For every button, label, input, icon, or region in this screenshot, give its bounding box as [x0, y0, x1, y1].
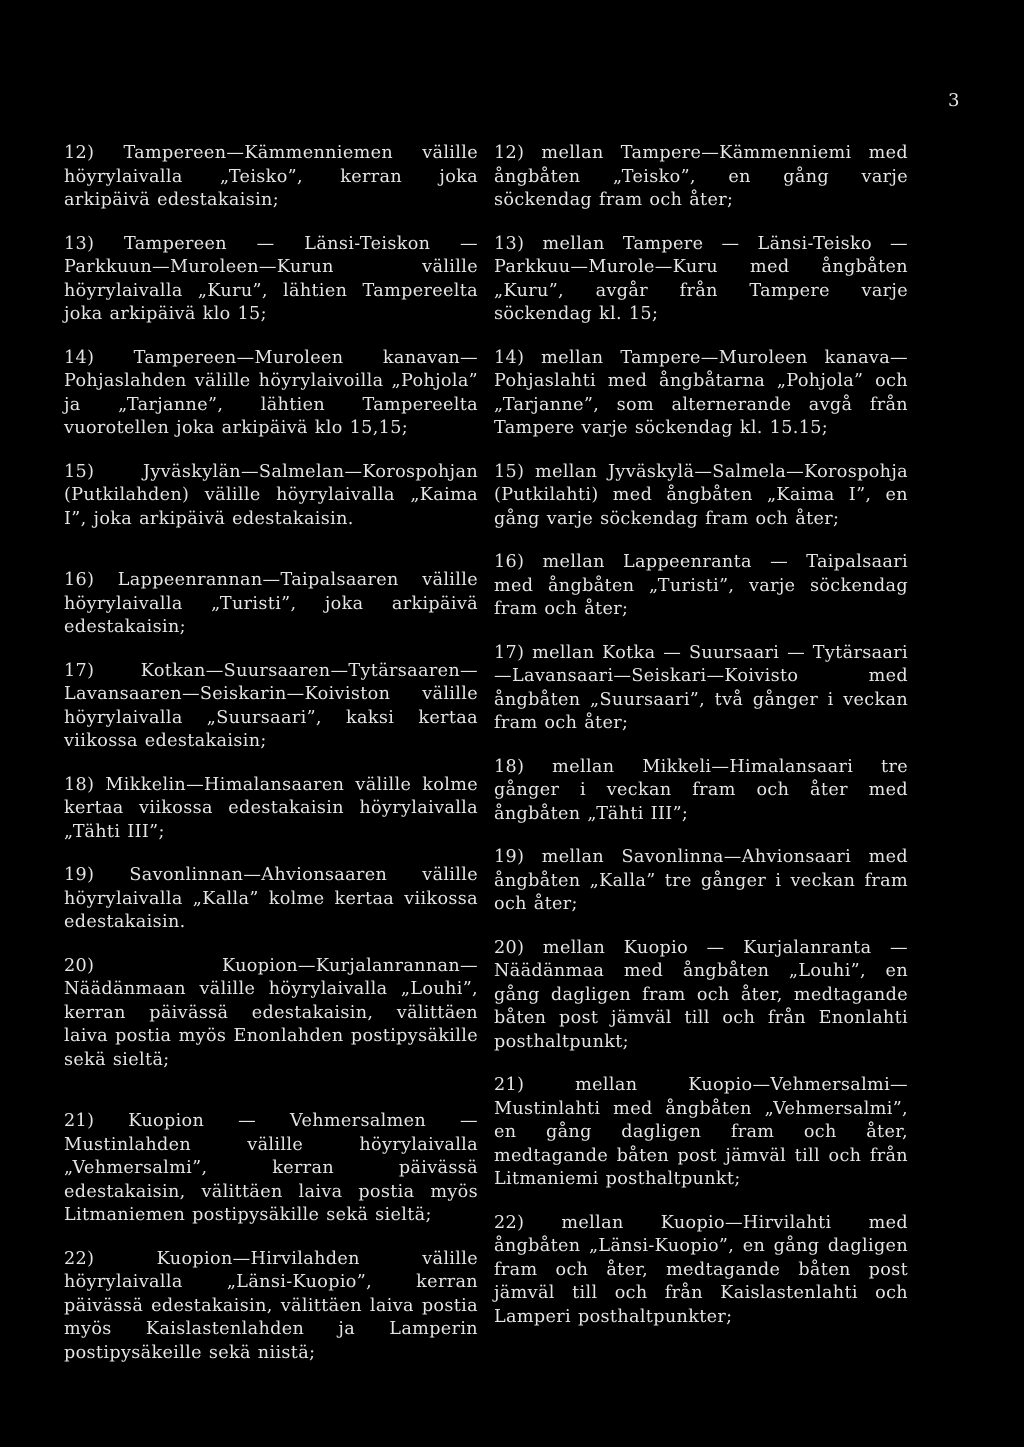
sv-item-12: 12) mellan Tampere—Kämmenniemi med ångbåten „Teisko”, en gång varje söckendag fram och åter;: [494, 143, 908, 210]
sv-item-18: 18) mellan Mikkeli—Himalansaari tre gånger i veckan fram och åter med ångbåten „Tähti III”;: [494, 756, 908, 824]
page-number: 3: [948, 90, 960, 111]
sv-item-20: 20) mellan Kuopio — Kurjalanranta — Näädänmaa med ångbåten „Louhi”, en gång dagligen fram och åter, medtagande båten post jämväl till och från Enonlahti posthaltpunkt;: [494, 937, 908, 1052]
swedish-column: [494, 142, 908, 1349]
fi-item-19: 19) Savonlinnan—Ahvionsaaren välille höyrylaivalla „Kalla” kolme kertaa viikossa edestakaisin.: [64, 865, 478, 932]
fi-item-13: 13) Tampereen — Länsi-Teiskon — Parkkuun—Muroleen—Kurun välille höyrylaivalla „Kuru”, lähtien Tampereelta joka arkipäivä klo 15;: [64, 233, 478, 324]
fi-item-18: 18) Mikkelin—Himalansaaren välille kolme kertaa viikossa edestakaisin höyrylaivalla „Tähti III”;: [64, 774, 478, 842]
sv-item-22: 22) mellan Kuopio—Hirvilahti med ångbåten „Länsi-Kuopio”, en gång dagligen fram och åter, medtagande båten post jämväl till och från Kaislastenlahti och Lamperi posthaltpunkter;: [494, 1212, 908, 1327]
fi-item-21: 21) Kuopion — Vehmersalmen — Mustinlahden välille höyrylaivalla „Vehmersalmi”, kerran päivässä edestakaisin, välittäen laiva postia myös Litmaniemen postipysäkille sekä sieltä;: [64, 1111, 478, 1225]
sv-item-17: 17) mellan Kotka — Suursaari — Tytärsaari—Lavansaari—Seiskari—Koivisto med ångbåten „Suursaari”, två gånger i veckan fram och åter;: [494, 642, 908, 733]
sv-item-16: 16) mellan Lappeenranta — Taipalsaari med ångbåten „Turisti”, varje söckendag fram och åter;: [494, 552, 908, 619]
fi-item-16: 16) Lappeenrannan—Taipalsaaren välille höyrylaivalla „Turisti”, joka arkipäivä edestakaisin;: [64, 570, 478, 637]
fi-item-12: 12) Tampereen—Kämmenniemen välille höyrylaivalla „Teisko”, kerran joka arkipäivä edestakaisin;: [64, 143, 478, 210]
sv-item-13: 13) mellan Tampere — Länsi-Teisko — Parkkuu—Murole—Kuru med ångbåten „Kuru”, avgår från Tampere varje söckendag kl. 15;: [494, 233, 908, 324]
fi-item-20: 20) Kuopion—Kurjalanrannan—Näädänmaan välille höyrylaivalla „Louhi”, kerran päivässä edestakaisin, välittäen laiva postia myös Enonlahden postipysäkille sekä sieltä;: [64, 955, 478, 1070]
fi-item-22: 22) Kuopion—Hirvilahden välille höyrylaivalla „Länsi-Kuopio”, kerran päivässä edestakaisin, välittäen laiva postia myös Kaislastenlahden ja Lamperin postipysäkeille sekä niistä;: [64, 1248, 478, 1363]
sv-item-14: 14) mellan Tampere—Muroleen kanava— Pohjaslahti med ångbåtarna „Pohjola” och „Tarjanne”, som alternerande avgå från Tampere varje söckendag kl. 15.15;: [494, 347, 908, 438]
sv-item-19: 19) mellan Savonlinna—Ahvionsaari med ångbåten „Kalla” tre gånger i veckan fram och åter;: [494, 847, 908, 914]
sv-item-21: 21) mellan Kuopio—Vehmersalmi—Mustinlahti med ångbåten „Vehmersalmi”, en gång dagligen fram och åter, medtagande båten post jämväl till och från Litmaniemi posthaltpunkt;: [494, 1075, 908, 1189]
fi-item-14: 14) Tampereen—Muroleen kanavan— Pohjaslahden välille höyrylaivoilla „Pohjola” ja „Tarjanne”, lähtien Tampereelta vuorotellen joka arkipäivä klo 15,15;: [64, 347, 478, 438]
finnish-column: [64, 142, 478, 1385]
fi-item-17: 17) Kotkan—Suursaaren—Tytärsaaren— Lavansaaren—Seiskarin—Koiviston välille höyrylaivalla „Suursaari”, kaksi kertaa viikossa edestakaisin;: [64, 660, 478, 751]
sv-item-15: 15) mellan Jyväskylä—Salmela—Korospohja (Putkilahti) med ångbåten „Kaima I”, en gång varje söckendag fram och åter;: [494, 461, 908, 529]
fi-item-15: 15) Jyväskylän—Salmelan—Korospohjan (Putkilahden) välille höyrylaivalla „Kaima I”, joka arkipäivä edestakaisin.: [64, 461, 478, 529]
